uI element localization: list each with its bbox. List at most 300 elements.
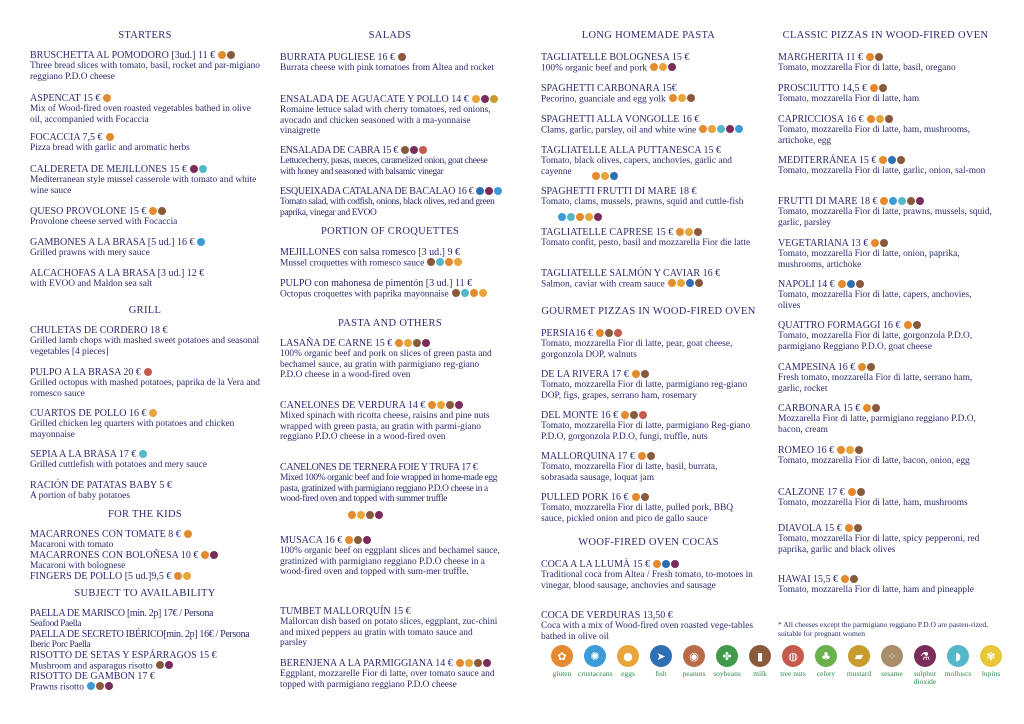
milk-icon: [879, 84, 887, 92]
allergen-icons: [347, 505, 383, 523]
fish-icon: [686, 279, 694, 287]
gluten-icon: [445, 258, 453, 266]
eggs-icon: [708, 125, 716, 133]
menu-item: MACARRONES CON TOMATE 8 € Macaroni with tomato: [30, 529, 260, 551]
fish-icon: [610, 172, 618, 180]
legend-item-peanuts: [677, 645, 711, 678]
milk-icon: [641, 370, 649, 378]
legend-item-mustard: [842, 645, 876, 678]
allergen-icons: [105, 132, 114, 143]
gluten-icon: [218, 51, 226, 59]
legend-item-sesame: [875, 645, 909, 678]
allergen-icons: [837, 279, 864, 290]
menu-item: ENSALADA DE AGUACATE Y POLLO 14 € Romaine lettuce salad with cherry tomatoes, red onions, avocado and chicken seasoned with a ma-yonnaise vinaigrette: [280, 94, 500, 137]
menu-item: CANELONES DE VERDURA 14 € Mixed spinach with ricotta cheese, raisins and pine nuts wrapped with green pasta, au gratin with parmi-giano reggiano P.D.O cheese in a wood-fired oven: [280, 400, 490, 443]
molluscs-icon: [461, 289, 469, 297]
allergen-icons: [86, 682, 113, 693]
menu-item: PAELLA DE SECRETO IBÉRICO[min. 2p] 16€ / Persona Iberic Porc Paella: [30, 629, 250, 650]
menu-item: COCA DE VERDURAS 13,50 € Coca with a mix of Wood-fired oven roasted vege-tables bathed in olive oil: [541, 610, 754, 642]
milk-icon: [872, 404, 880, 412]
allergen-icons: [870, 238, 888, 249]
gluten-icon: [576, 213, 584, 221]
menu-item: DE LA RIVERA 17 € Tomato, mozzarella Fior di latte, parmigiano reg-giano DOP, figs, grapes, serrano ham, rosemary: [541, 369, 748, 401]
menu-item: CHULETAS DE CORDERO 18 € Grilled lamb chops with mashed sweet potatoes and seasonal vegetables [4 pieces]: [30, 325, 260, 357]
menu-item: GAMBONES A LA BRASA [5 ud.] 16 € Grilled prawns with mery sauce: [30, 237, 260, 259]
menu-item: CUARTOS DE POLLO 16 € Grilled chicken leg quarters with potatoes and chicken mayonnaise: [30, 408, 235, 440]
gluten-icon: [668, 279, 676, 287]
eggs-icon: [585, 213, 593, 221]
gluten-icon: [871, 239, 879, 247]
allergen-icons: [668, 94, 695, 105]
menu-item: ENSALADA DE CABRA 15 € Lettucecherry, pasas, nueces, caramelized onion, goat cheese with honey and seasoned with balsamic vinegar: [280, 145, 488, 177]
menu-item: PULPO con mahonesa de pimentón [3 ud.] 11 € Octopus croquettes with paprika mayonnaise: [280, 278, 500, 300]
menu-item: TAGLIATELLE SALMÓN Y CAVIAR 16 € Salmon, caviar with cream sauce: [541, 268, 721, 290]
legend-label: sulphur dioxide: [913, 669, 937, 686]
menu-item: FOCACCIA 7,5 € Pizza bread with garlic and aromatic herbs: [30, 132, 190, 154]
gluten-icon: [428, 401, 436, 409]
menu-item: MEJILLONES con salsa romesco [3 ud.] 9 € Mussel croquettes with romesco sauce: [280, 247, 500, 269]
menu-item: CAMPESINA 16 € Fresh tomato, mozzarella Fior di latte, serrano ham, garlic, rocket: [778, 362, 973, 394]
milk-icon: [867, 363, 875, 371]
column-starters: [30, 0, 260, 724]
gluten-icon: [106, 133, 114, 141]
legend-label: molluscs: [944, 669, 972, 678]
gluten-icon: [858, 363, 866, 371]
section-header-availability: SUBJECT TO AVAILABILITY: [74, 588, 216, 599]
gluten-icon: [632, 493, 640, 501]
sesame-icon: ⁘: [881, 645, 903, 667]
allergen-icons: [862, 403, 880, 414]
sulphur-icon: [594, 213, 602, 221]
molluscs-icon: [717, 125, 725, 133]
gluten-icon: [149, 207, 157, 215]
allergen-icons: [557, 207, 602, 225]
milk-icon: [854, 524, 862, 532]
legend-label: milk: [753, 669, 767, 678]
allergen-icons: [173, 571, 191, 582]
allergen-icons: [652, 559, 679, 570]
section-header-starters: STARTERS: [118, 30, 172, 41]
menu-item: MUSACA 16 € 100% organic beef on eggplant slices and bechamel sauce, gratinized with parmigiano reggiano P.D.O cheese in a wood-fired oven and topped with sum-mer truffle.: [280, 535, 500, 578]
milk-icon: [875, 53, 883, 61]
crustaceans-icon: [558, 213, 566, 221]
allergen-icons: [649, 63, 676, 74]
eggs-icon: [149, 409, 157, 417]
gluten-icon: [348, 511, 356, 519]
eggs-icon: [876, 115, 884, 123]
legend-label: peanuts: [682, 669, 706, 678]
milk-icon: [474, 659, 482, 667]
molluscs-icon: ◗: [947, 645, 969, 667]
allergen-icons: [844, 523, 862, 534]
menu-item: LASAÑA DE CARNE 15 € 100% organic beef and pork on slices of green pasta and bechamel sauce, au gratin with parmigiano reg-giano P.D.O cheese in a wood-fired oven: [280, 338, 492, 381]
gluten-icon: [848, 488, 856, 496]
legend-label: mustard: [846, 669, 872, 678]
gluten-icon: [866, 53, 874, 61]
allergen-icons: [675, 227, 702, 238]
molluscs-icon: [199, 165, 207, 173]
gluten-icon: [638, 452, 646, 460]
gluten-icon: [621, 411, 629, 419]
milk-icon: [885, 115, 893, 123]
sulphur-icon: [410, 146, 418, 154]
gluten-icon: [395, 339, 403, 347]
menu-item: FINGERS DE POLLO [5 ud.]9,5 €: [30, 571, 260, 582]
sulphur-icon: [363, 536, 371, 544]
gluten-icon: [632, 370, 640, 378]
menu-item: MALLORQUINA 17 € Tomato, mozzarella Fior di latte, basil, burrata, sobrasada sausage, loquat jam: [541, 451, 718, 483]
menu-item: PROSCIUTTO 14,5 € Tomato, mozzarella Fior di latte, ham: [778, 83, 920, 105]
allergen-icons: [840, 574, 858, 585]
menu-item: BURRATA PUGLIESE 16 € Burrata cheese with pink tomatoes from Altea and rocket: [280, 52, 494, 74]
allergen-icons: [426, 258, 462, 269]
pasteurized-note: * All cheeses except the parmigiano reggiano P.D.O are pasteu-rized, suitable for pregnant women: [778, 620, 989, 638]
legend-item-gluten: [545, 645, 579, 678]
allergen-icons: [148, 206, 166, 217]
molluscs-icon: [898, 197, 906, 205]
menu-item: PULPO A LA BRASA 20 € Grilled octopus with mashed potatoes, paprika de la Vera and romesco sauce: [30, 367, 260, 399]
gluten-icon: [470, 289, 478, 297]
gluten-icon: [863, 404, 871, 412]
legend-item-treenuts: [776, 645, 810, 678]
allergen-icons: [183, 529, 192, 540]
milk-icon: ▮: [749, 645, 771, 667]
allergen-icons: [637, 451, 655, 462]
celery-icon: ♣: [815, 645, 837, 667]
allergen-icons: [866, 114, 893, 125]
sulphur-icon: [422, 339, 430, 347]
column-salads: [280, 0, 500, 724]
legend-item-sulphur: [908, 645, 942, 686]
gluten-icon: [870, 84, 878, 92]
gluten-icon: [879, 156, 887, 164]
gluten-icon: [201, 551, 209, 559]
menu-item: SPAGHETTI CARBONARA 15€ Pecorino, guanciale and egg yolk: [541, 83, 756, 105]
eggs-icon: [678, 94, 686, 102]
legend-item-molluscs: [941, 645, 975, 678]
milk-icon: [401, 146, 409, 154]
menu-item: FRUTTI DI MARE 18 € Tomato, mozzarella Fior di latte, prawns, mussels, squid, garlic, parsley: [778, 196, 992, 228]
allergen-icons: [200, 550, 218, 561]
milk-icon: [156, 661, 164, 669]
menu-item: PULLED PORK 16 € Tomato, mozzarella Fior di latte, pulled pork, BBQ sauce, pickled onion and pico de gallo sauce: [541, 492, 734, 524]
legend-label: celery: [816, 669, 836, 678]
milk-icon: [913, 321, 921, 329]
allergen-icons: [903, 320, 921, 331]
legend-label: soybeans: [713, 669, 741, 678]
section-header-cocas: WOOF-FIRED OVEN COCAS: [578, 537, 719, 548]
treenuts-icon: [614, 329, 622, 337]
allergen-icons: [471, 94, 498, 105]
menu-item: COCA A LA LLUMÀ 15 € Traditional coca from Altea / Fresh tomato, to-motoes in vinegar, blood sausage, anchovies and sausage: [541, 559, 753, 591]
menu-item: ESQUEIXADA CATALANA DE BACALAO 16 € Tomato salad, with codfish, onions, black olives, red and green paprika, vinegar and EVOO: [280, 186, 500, 218]
sulphur-icon: [455, 401, 463, 409]
milk-icon: [446, 401, 454, 409]
milk-icon: [856, 280, 864, 288]
menu-item: RISOTTO DE GAMBON 17 € Prawns risotto: [30, 671, 155, 693]
milk-icon: [413, 339, 421, 347]
eggs-icon: [601, 172, 609, 180]
gluten-icon: [676, 228, 684, 236]
allergen-icons: [869, 83, 887, 94]
eggs-icon: [846, 446, 854, 454]
legend-item-fish: [644, 645, 678, 678]
menu-item: RISOTTO DE SETAS Y ESPÁRRAGOS 15 € Mushroom and asparagus risotto: [30, 650, 217, 672]
eggs-icon: [472, 95, 480, 103]
treenuts-icon: [419, 146, 427, 154]
eggs-icon: [659, 63, 667, 71]
menu-item: CARBONARA 15 € Mozzarella Fior di latte, parmigiano reggiano P.D.O, bacon, cream: [778, 403, 976, 435]
section-header-croquettes: PORTION OF CROQUETTES: [320, 226, 460, 237]
eggs-icon: [357, 511, 365, 519]
allergen-icons: [595, 328, 622, 339]
menu-item: BRUSCHETTA AL POMODORO [3ud.] 11 € Three bread slices with tomato, basil, rocket and par-migiano reggiano P.D.O cheese: [30, 50, 260, 82]
milk-icon: [398, 53, 406, 61]
gluten-icon: [592, 172, 600, 180]
sulphur-icon: [481, 95, 489, 103]
gluten-icon: [837, 446, 845, 454]
menu-item: QUATTRO FORMAGGI 16 € Tomato, mozzarella Fior di latte, gorgonzola P.D.O, parmigiano Reggiano P.D.O, goat cheese: [778, 320, 973, 352]
eggs-icon: [479, 289, 487, 297]
eggs-icon: [685, 228, 693, 236]
section-header-pizzas: CLASSIC PIZZAS IN WOOD-FIRED OVEN: [782, 30, 989, 41]
allergen-icons: [397, 52, 406, 63]
milk-icon: [605, 329, 613, 337]
column-pizzas: [778, 0, 993, 724]
crustaceans-icon: ✺: [584, 645, 606, 667]
legend-label: sesame: [881, 669, 903, 678]
menu-item: RACIÓN DE PATATAS BABY 5 € A portion of baby potatoes: [30, 480, 172, 501]
sulphur-icon: [916, 197, 924, 205]
section-header-pasta-others: PASTA AND OTHERS: [338, 318, 442, 329]
menu-item: MACARRONES CON BOLOÑESA 10 € Macaroni with bolognese: [30, 550, 260, 572]
milk-icon: [158, 207, 166, 215]
milk-icon: [850, 575, 858, 583]
molluscs-icon: [139, 450, 147, 458]
milk-icon: [855, 446, 863, 454]
menu-item: MARGHERITA 11 € Tomato, mozzarella Fior di latte, basil, oregano: [778, 52, 956, 74]
allergen-icons: [217, 50, 235, 61]
eggs-icon: [677, 279, 685, 287]
sulphur-icon: [671, 560, 679, 568]
allergen-icons: [138, 449, 147, 460]
soybeans-icon: ✤: [716, 645, 738, 667]
crustaceans-icon: [735, 125, 743, 133]
gluten-icon: [456, 659, 464, 667]
eggs-icon: [404, 339, 412, 347]
sulphur-icon: ⚗: [914, 645, 936, 667]
eggs-icon: [183, 572, 191, 580]
milk-icon: [694, 228, 702, 236]
sulphur-icon: [165, 661, 173, 669]
allergen-icons: [591, 166, 618, 184]
menu-item: SPAGHETTI FRUTTI DI MARE 18 € Tomato, clams, mussels, prawns, squid and cuttle-fish: [541, 186, 756, 208]
fish-icon: [888, 156, 896, 164]
section-header-salads: SALADS: [368, 30, 412, 41]
legend-item-eggs: [611, 645, 645, 678]
molluscs-icon: [567, 213, 575, 221]
milk-icon: [907, 197, 915, 205]
milk-icon: [354, 536, 362, 544]
menu-item: HAWAI 15,5 € Tomato, mozzarella Fior di latte, ham and pineapple: [778, 574, 974, 596]
allergen-icons: [400, 145, 427, 156]
allergen-icons: [196, 237, 205, 248]
section-header-pasta: LONG HOMEMADE PASTA: [581, 30, 716, 41]
sulphur-icon: [375, 511, 383, 519]
eggs-icon: ●: [617, 645, 639, 667]
allergen-icons: [189, 164, 207, 175]
peanuts-icon: ◉: [683, 645, 705, 667]
gluten-icon: [838, 280, 846, 288]
milk-icon: [96, 682, 104, 690]
sulphur-icon: [190, 165, 198, 173]
allergen-icons: [344, 535, 371, 546]
menu-item: SPAGHETTI ALLA VONGOLLE 16 € Clams, garlic, parsley, oil and white wine: [541, 114, 756, 136]
menu-item: SEPIA A LA BRASA 17 € Grilled cuttlefish with potatoes and mery sauce: [30, 449, 208, 471]
gluten-icon: [867, 115, 875, 123]
allergen-icons: [102, 93, 111, 104]
allergen-icons: [631, 492, 649, 503]
mustard-icon: ▰: [848, 645, 870, 667]
menu-item: NAPOLI 14 € Tomato, mozzarella Fior di latte, capers, anchovies, olives: [778, 279, 972, 311]
fish-icon: [847, 280, 855, 288]
legend-item-soybeans: [710, 645, 744, 678]
menu-item: PERSIA16 € Tomato, mozzarella Fior di latte, pear, goat cheese, gorgonzola DOP, walnuts: [541, 328, 733, 360]
legend-label: fish: [655, 669, 667, 678]
allergen-icons: [620, 410, 647, 421]
milk-icon: [647, 452, 655, 460]
allergen-icons: [394, 338, 430, 349]
gluten-icon: [880, 197, 888, 205]
legend-item-milk: [743, 645, 777, 678]
menu-item: ASPENCAT 15 € Mix of Wood-fired oven roasted vegetables bathed in olive oil, accompanied with Focaccia: [30, 93, 251, 125]
legend-item-crustaceans: [578, 645, 612, 678]
menu-item: CANELONES DE TERNERA FOIE Y TRUFA 17 € Mixed 100% organic beef and foie wrapped in home-made egg pasta, gratinized with parmigiano reggiano P.D.O cheese in a wood-fired oven and topped with summer truffle: [280, 462, 500, 505]
crustaceans-icon: [494, 187, 502, 195]
treenuts-icon: [639, 411, 647, 419]
allergen-icons: [148, 408, 157, 419]
allergen-icons: [857, 362, 875, 373]
menu-item: PAELLA DE MARISCO [min. 2p] 17€ / Persona Seafood Paella: [30, 608, 214, 629]
milk-icon: [427, 258, 435, 266]
legend-item-celery: [809, 645, 843, 678]
allergen-icons: [475, 186, 502, 197]
milk-icon: [630, 411, 638, 419]
treenuts-icon: ◍: [782, 645, 804, 667]
section-header-grill: GRILL: [128, 305, 162, 316]
legend-label: gluten: [552, 669, 572, 678]
mustard-icon: [490, 95, 498, 103]
treenuts-icon: [144, 368, 152, 376]
milk-icon: [227, 51, 235, 59]
milk-icon: [897, 156, 905, 164]
crustaceans-icon: [87, 682, 95, 690]
menu-item: DEL MONTE 16 € Tomato, mozzarella Fior di latte, parmigiano Reg-giano P.D.O, gorgonzola P.D.O, fungi, truffle, nuts: [541, 410, 751, 442]
lupins-icon: ✾: [980, 645, 1002, 667]
milk-icon: [857, 488, 865, 496]
allergen-icons: [455, 658, 491, 669]
molluscs-icon: [436, 258, 444, 266]
allergen-icons: [667, 279, 703, 290]
allergen-icons: [847, 487, 865, 498]
sulphur-icon: [483, 659, 491, 667]
legend-label: eggs: [621, 669, 635, 678]
legend-item-lupins: [974, 645, 1008, 678]
menu-item: CAPRICCIOSA 16 € Tomato, mozzarella Fior di latte, ham, mushrooms, artichoke, egg: [778, 114, 971, 146]
sulphur-icon: [726, 125, 734, 133]
legend-label: tree nuts: [780, 669, 806, 678]
gluten-icon: [653, 560, 661, 568]
allergen-icons: [698, 125, 743, 136]
eggs-icon: [454, 258, 462, 266]
milk-icon: [366, 511, 374, 519]
gluten-icon: [345, 536, 353, 544]
sulphur-icon: [485, 187, 493, 195]
section-header-kids: FOR THE KIDS: [108, 509, 182, 520]
allergen-icons: [427, 400, 463, 411]
allergen-legend: [545, 645, 1015, 705]
gluten-icon: [699, 125, 707, 133]
menu-item: DIAVOLA 15 € Tomato, mozzarella Fior di latte, spicy pepperoni, red paprika, garlic and black olives: [778, 523, 980, 555]
milk-icon: [452, 289, 460, 297]
gluten-icon: [904, 321, 912, 329]
menu-item: QUESO PROVOLONE 15 € Provolone cheese served with Focaccia: [30, 206, 178, 228]
milk-icon: [687, 94, 695, 102]
allergen-icons: [878, 155, 905, 166]
milk-icon: [641, 493, 649, 501]
legend-label: lupins: [981, 669, 1001, 678]
menu-item: TUMBET MALLORQUÍN 15 € Mallorcan dish based on potato slices, eggplant, zuc-chini and mixed peppers au gratin with tomato sauce and parsley: [280, 606, 498, 649]
gluten-icon: [103, 94, 111, 102]
menu-item: CALZONE 17 € Tomato, mozzarella Fior di latte, ham, mushrooms: [778, 487, 968, 509]
allergen-icons: [836, 445, 863, 456]
crustaceans-icon: [889, 197, 897, 205]
menu-item: MEDITERRÁNEA 15 € Tomato, mozzarella Fior di latte, garlic, onion, sal-mon: [778, 155, 986, 177]
menu-item: TAGLIATELLE CAPRESE 15 € Tomato confit, pesto, basil and mozzarella Fior die latte: [541, 227, 751, 249]
menu-item: TAGLIATELLE BOLOGNESA 15 € 100% organic beef and pork: [541, 52, 690, 74]
menu-item: ALCACHOFAS A LA BRASA [3 ud.] 12 € with EVOO and Maldon sea salt: [30, 268, 205, 289]
milk-icon: [880, 239, 888, 247]
allergen-icons: [865, 52, 883, 63]
section-header-gourmet: GOURMET PIZZAS IN WOOD-FIRED OVEN: [541, 306, 756, 317]
eggs-icon: [437, 401, 445, 409]
fish-icon: [662, 560, 670, 568]
eggs-icon: [465, 659, 473, 667]
gluten-icon: ✿: [551, 645, 573, 667]
sulphur-icon: [668, 63, 676, 71]
allergen-icons: [155, 661, 173, 672]
crustaceans-icon: [197, 238, 205, 246]
menu-item: TAGLIATELLE ALLA PUTTANESCA 15 € Tomato, black olives, capers, anchovies, garlic and cayenne: [541, 145, 756, 177]
gluten-icon: [650, 63, 658, 71]
fish-icon: [476, 187, 484, 195]
allergen-icons: [879, 196, 924, 207]
menu-item: ROMEO 16 € Tomato, mozzarella Fior di latte, bacon, onion, egg: [778, 445, 970, 467]
menu-item: BERENJENA A LA PARMIGGIANA 14 € Eggplant, mozzarelle Fior di latte, over tomato sauce and topped with parmigiano reggiano P.D.O cheese: [280, 658, 495, 690]
menu-item: CALDERETA DE MEJILLONES 15 € Mediterranean style mussel casserole with tomato and white wine sauce: [30, 164, 257, 196]
legend-label: crustaceans: [578, 669, 613, 678]
allergen-icons: [631, 369, 649, 380]
gluten-icon: [669, 94, 677, 102]
sulphur-icon: [210, 551, 218, 559]
gluten-icon: [841, 575, 849, 583]
gluten-icon: [184, 530, 192, 538]
gluten-icon: [596, 329, 604, 337]
gluten-icon: [174, 572, 182, 580]
fish-icon: ➤: [650, 645, 672, 667]
column-pasta: [541, 0, 756, 724]
allergen-icons: [451, 289, 487, 300]
